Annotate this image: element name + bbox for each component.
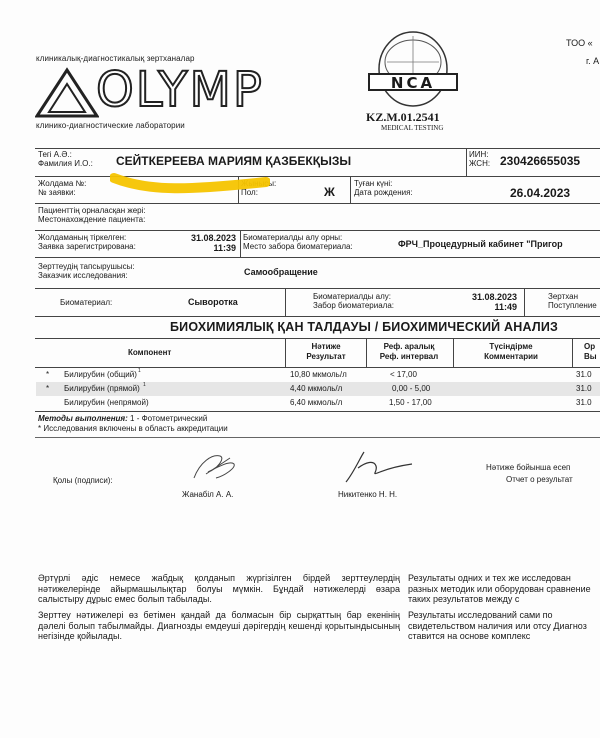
footer-kz-paragraph-1: Әртүрлі әдіс немесе жабдық қолданып жүргізілген бірдей зерттеулердің нәтижелерінде айырмашылықтар болуы мүмкін. Бұндай нәтижелерді өзара салыстыру дұрыс емес болып табылады.: [38, 573, 400, 604]
row-date: 31.0: [576, 384, 592, 393]
nca-text: NCA: [390, 74, 436, 92]
lab-name-ru: клинико-диагностические лаборатории: [36, 121, 185, 130]
nca-seal-icon: [367, 30, 459, 108]
signature-2-icon: [340, 448, 420, 488]
signature-label: Қолы (подписи):: [53, 476, 113, 485]
table-row: [36, 369, 600, 382]
row-name: Билирубин (непрямой): [64, 398, 149, 407]
row-date: 31.0: [576, 398, 592, 407]
requester-value: Самообращение: [244, 267, 318, 277]
cert-code: KZ.M.01.2541: [366, 110, 440, 124]
collection-place-label: Биоматериалды алу орны: Место забора биоматериала:: [243, 233, 353, 251]
requester-label: Зерттеудің тапсырушысы: Заказчик исследования:: [38, 262, 135, 280]
olymp-logo-icon: [35, 64, 99, 120]
row-sup: 1: [143, 382, 146, 388]
collection-label: Биоматериалды алу: Забор биоматериала:: [313, 292, 394, 310]
row-ref: 0,00 - 5,00: [392, 384, 431, 393]
footer-kz-paragraph-2: Зерттеу нәтижелері өз бетімен қандай да болмасын бір сырқаттың бар екенінің дәлелі болып табылмайды. Диагнозды емдеуші дәрігердің кешенді қорытындысының негізінде қойылады.: [38, 610, 400, 641]
result-note-ru: Отчет о результат: [506, 475, 573, 484]
report-title: БИОХИМИЯЛЫҚ ҚАН ТАЛДАУЫ / БИОХИМИЧЕСКИЙ АНАЛИЗ: [170, 320, 559, 334]
dob-value: 26.04.2023: [510, 186, 571, 200]
signer-1: Жанабіл А. А.: [182, 490, 234, 499]
location-label: Пациенттің орналасқан жері: Местонахождение пациента:: [38, 206, 146, 224]
row-ref: 1,50 - 17,00: [389, 398, 432, 407]
accreditation-note: * Исследования включены в область аккредитации: [38, 424, 228, 433]
footer-ru-paragraph-2: Результаты исследований сами по свидетельством наличия или отсу Диагноз ставится на основе комплекс: [408, 610, 587, 641]
row-name: Билирубин (прямой): [64, 384, 140, 393]
cert-subtitle: MEDICAL TESTING: [381, 124, 444, 132]
biomaterial-value: Сыворотка: [188, 297, 238, 307]
col-comment: Түсіндірме Комментарии: [484, 342, 538, 361]
result-note-kz: Нәтиже бойынша есеп: [486, 463, 571, 472]
row-mark: *: [46, 370, 50, 379]
registered-label: Жолдаманың тіркелген: Заявка зарегистрирована:: [38, 233, 136, 251]
lab-name-kz: клиникалық-диагностикалық зертханалар: [36, 54, 195, 63]
row-result: 6,40 мкмоль/л: [290, 398, 343, 407]
methods-line: Методы выполнения: 1 - Фотометрический: [38, 414, 208, 423]
sex-label: Жынысы: Пол:: [241, 179, 277, 197]
received-label: Зертхан Поступление: [548, 292, 597, 310]
sex-value: Ж: [324, 185, 335, 199]
row-mark: *: [46, 384, 50, 393]
row-result: 4,40 мкмоль/л: [290, 384, 343, 393]
row-sup: 1: [138, 368, 141, 374]
iin-value: 230426655035: [500, 154, 581, 168]
registered-datetime: 31.08.2023 11:39: [190, 233, 236, 253]
table-row: [36, 397, 600, 410]
signer-2: Никитенко Н. Н.: [338, 490, 398, 499]
redaction-highlight: [110, 168, 270, 208]
referral-label: Жолдама №: № заявки:: [38, 179, 87, 197]
signature-1-icon: [186, 448, 246, 488]
company-name-partial: ТОО «: [566, 38, 593, 48]
olymp-wordmark: OLYMP: [96, 62, 264, 118]
collection-place-value: ФРЧ_Процедурный кабинет "Пригор: [398, 239, 563, 249]
row-date: 31.0: [576, 370, 592, 379]
dob-label: Туған күні: Дата рождения:: [354, 179, 413, 197]
col-ref: Реф. аралық Реф. интервал: [379, 342, 439, 361]
col-extra: Ор Вы: [584, 342, 597, 361]
col-component: Компонент: [128, 348, 172, 357]
row-name: Билирубин (общий): [64, 370, 137, 379]
city-partial: г. А: [586, 56, 600, 66]
patient-name: СЕЙТКЕРЕЕВА МАРИЯМ ҚАЗБЕКҚЫЗЫ: [116, 154, 352, 168]
table-row: [36, 382, 600, 396]
col-result: Нәтиже Результат: [306, 342, 346, 361]
biomaterial-label: Биоматериал:: [60, 298, 113, 307]
footer-ru-paragraph-1: Результаты одних и тех же исследован разных методик или оборудован сравнение таких результатов между с: [408, 573, 591, 604]
name-label: Тегі А.Ә.: Фамилия И.О.:: [38, 150, 93, 168]
row-ref: < 17,00: [390, 370, 417, 379]
collection-datetime: 31.08.2023 11:49: [471, 292, 517, 312]
iin-label: ИИН: ЖСН:: [469, 150, 491, 168]
row-result: 10,80 мкмоль/л: [290, 370, 347, 379]
